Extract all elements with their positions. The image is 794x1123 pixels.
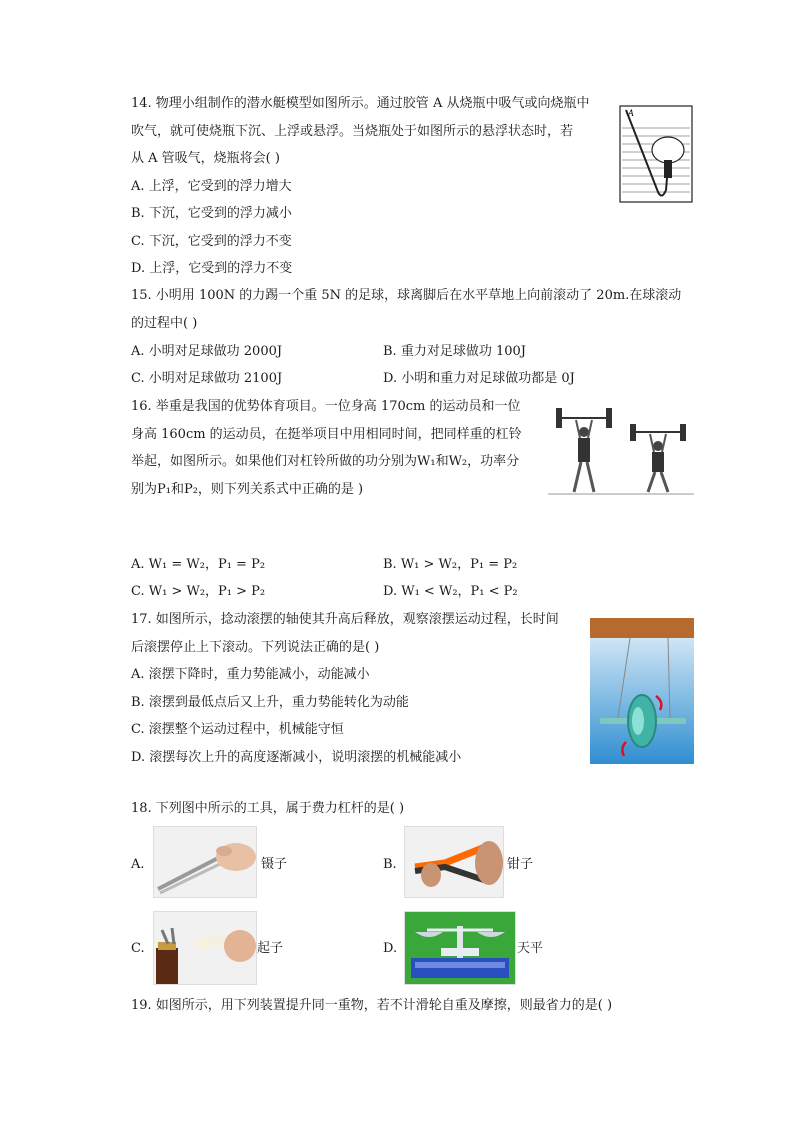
- q14-option-b: B. 下沉，它受到的浮力减小: [131, 206, 292, 221]
- q17-option-b: B. 滚摆到最低点后又上升，重力势能转化为动能: [131, 695, 409, 710]
- weightlifters-figure: [546, 400, 696, 498]
- q18-option-a-letter: A.: [131, 857, 145, 872]
- q18-stem: 18. 下列图中所示的工具，属于费力杠杆的是( ): [131, 801, 405, 816]
- q18-option-c-letter: C.: [131, 941, 145, 956]
- q17-line-1: 17. 如图所示，捻动滚摆的轴使其升高后释放，观察滚摆运动过程，长时间: [131, 612, 559, 627]
- q16-line-4: 别为P₁和P₂，则下列关系式中正确的是 ): [131, 482, 364, 497]
- q18-option-a-name: 镊子: [261, 857, 288, 872]
- q14-line-3: 从 A 管吸气，烧瓶将会( ): [131, 151, 280, 166]
- q14-line-2: 吹气，就可使烧瓶下沉、上浮或悬浮。当烧瓶处于如图所示的悬浮状态时，若: [131, 124, 574, 139]
- q15-option-c: C. 小明对足球做功 2100J: [131, 371, 283, 386]
- q14-option-a: A. 上浮，它受到的浮力增大: [131, 179, 292, 194]
- figure-label-a: A: [628, 108, 634, 118]
- q16-line-2: 身高 160cm 的运动员，在挺举项目中用相同时间，把同样重的杠铃: [131, 427, 522, 442]
- q15-option-d: D. 小明和重力对足球做功都是 0J: [383, 371, 575, 386]
- pliers-image: [404, 826, 504, 898]
- q14-option-c: C. 下沉，它受到的浮力不变: [131, 234, 292, 249]
- q15-line-2: 的过程中( ): [131, 316, 198, 331]
- q16-line-3: 举起，如图所示。如果他们对杠铃所做的功分别为W₁和W₂，功率分: [131, 454, 520, 469]
- q17-option-d: D. 滚摆每次上升的高度逐渐减小，说明滚摆的机械能减小: [131, 750, 462, 765]
- q16-option-c: C. W₁ > W₂，P₁ > P₂: [131, 584, 266, 599]
- balance-scale-image: [404, 911, 516, 985]
- q18-option-d-name: 天平: [517, 941, 544, 956]
- maxwell-pendulum-figure: [590, 618, 694, 764]
- q16-option-b: B. W₁ > W₂，P₁ = P₂: [383, 557, 518, 572]
- q18-option-d-letter: D.: [383, 941, 398, 956]
- q15-option-b: B. 重力对足球做功 100J: [383, 344, 526, 359]
- q16-option-a: A. W₁ = W₂，P₁ = P₂: [131, 557, 266, 572]
- q15-line-1: 15. 小明用 100N 的力踢一个重 5N 的足球，球离脚后在水平草地上向前滚动了 20m.在球滚动: [131, 288, 682, 303]
- submarine-model-figure: [614, 104, 694, 204]
- q14-option-d: D. 上浮，它受到的浮力不变: [131, 261, 293, 276]
- q17-line-2: 后滚摆停止上下滚动。下列说法正确的是( ): [131, 640, 380, 655]
- q14-line-1: 14. 物理小组制作的潜水艇模型如图所示。通过胶管 A 从烧瓶中吸气或向烧瓶中: [131, 96, 590, 111]
- q17-option-a: A. 滚摆下降时，重力势能减小，动能减小: [131, 667, 370, 682]
- q18-option-c-name: 起子: [257, 941, 284, 956]
- q15-option-a: A. 小明对足球做功 2000J: [131, 344, 283, 359]
- tweezers-image: [153, 826, 257, 898]
- q17-option-c: C. 滚摆整个运动过程中，机械能守恒: [131, 722, 344, 737]
- q18-option-b-letter: B.: [383, 857, 397, 872]
- q16-option-d: D. W₁ < W₂，P₁ < P₂: [383, 584, 518, 599]
- q19-stem: 19. 如图所示，用下列装置提升同一重物，若不计滑轮自重及摩擦，则最省力的是( ): [131, 998, 613, 1013]
- bottle-opener-image: [153, 911, 257, 985]
- q18-option-b-name: 钳子: [507, 857, 534, 872]
- q16-line-1: 16. 举重是我国的优势体育项目。一位身高 170cm 的运动员和一位: [131, 399, 521, 414]
